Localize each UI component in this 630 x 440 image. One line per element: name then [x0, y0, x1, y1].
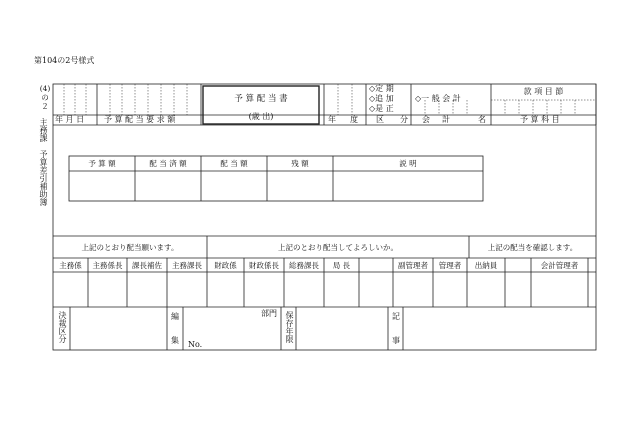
role-deputy-administrator: 副管理者: [398, 260, 428, 270]
retention-period-label: 保存年限: [285, 311, 294, 343]
account-option-general[interactable]: ◇一 般 会 計: [415, 94, 461, 103]
role-general-affairs-manager: 総務課長: [289, 260, 319, 270]
side-ledger-label: 予算差引補助簿: [39, 150, 48, 206]
allocation-amount-cell[interactable]: [201, 171, 267, 201]
decision-category-field[interactable]: [70, 307, 167, 350]
form-title: 予 算 配 当 書: [234, 94, 288, 104]
stamp-row[interactable]: [53, 272, 596, 307]
remaining-amount-header: 残 額: [291, 159, 309, 168]
role-blank-1: [359, 258, 393, 272]
role-director: 局 長: [332, 260, 351, 270]
category-label-1: 区: [376, 115, 384, 124]
type-option-additional[interactable]: ◇追 加: [369, 94, 394, 103]
role-administrator: 管理者: [438, 260, 462, 270]
account-label-3: 名: [478, 115, 486, 124]
allocation-amount-header: 配 当 額: [220, 159, 248, 168]
side-section-label: 主務課: [39, 118, 48, 142]
type-option-correction[interactable]: ◇是 正: [369, 104, 394, 113]
year-label: 年: [328, 115, 336, 124]
role-assistant-manager: 課長補佐: [132, 260, 162, 270]
category-label-2: 分: [400, 115, 408, 124]
explanation-header: 説 明: [399, 159, 417, 168]
request-text-3: 上記の配当を確認します。: [487, 242, 578, 252]
edit-no-label: No.: [188, 340, 203, 349]
item-heading: 款 項 目 節: [523, 87, 564, 96]
fiscal-label: 度: [350, 115, 358, 124]
notes-field[interactable]: [403, 307, 596, 350]
role-accounting-manager: 会計管理者: [540, 260, 579, 270]
side-number: (4)の２: [39, 84, 51, 111]
role-blank-2: [505, 258, 531, 272]
form-number: 第104の2号様式: [34, 56, 95, 65]
edit-label-2: 集: [171, 336, 179, 345]
decision-category-label: 決裁区分: [58, 311, 67, 343]
role-section-manager: 主務課長: [172, 260, 202, 270]
budget-amount-cell[interactable]: [69, 171, 135, 201]
account-label-2: 計: [442, 115, 450, 124]
edit-label-1: 編: [171, 312, 179, 321]
note-label-2: 事: [392, 336, 400, 345]
allocated-amount-cell[interactable]: [135, 171, 201, 201]
edit-field[interactable]: [183, 307, 281, 350]
remaining-amount-cell[interactable]: [267, 171, 333, 201]
explanation-cell[interactable]: [333, 171, 483, 201]
request-amount-label: 予 算 配 当 要 求 額: [104, 115, 176, 124]
date-label: 年 月 日: [55, 115, 85, 124]
role-finance-chief: 財政係長: [249, 260, 279, 270]
role-clerk: 主務係: [59, 260, 82, 270]
role-clerk-chief: 主務係長: [92, 260, 123, 270]
budget-subject-label: 予 算 科 目: [520, 115, 560, 124]
request-text-1: 上記のとおり配当願います。: [81, 242, 179, 252]
role-finance-clerk: 財政係: [214, 260, 237, 270]
role-cashier: 出納員: [474, 260, 498, 270]
request-text-2: 上記のとおり配当してよろしいか。: [278, 242, 398, 252]
note-label-1: 記: [392, 312, 400, 321]
type-option-regular[interactable]: ◇定 期: [369, 84, 394, 93]
department-label: 部門: [261, 309, 277, 318]
retention-period-field[interactable]: [296, 307, 388, 350]
form-subtitle: (歳 出): [248, 112, 274, 121]
budget-amount-header: 予 算 額: [88, 159, 116, 168]
allocated-amount-header: 配 当 済 額: [149, 159, 187, 168]
account-label-1: 会: [422, 115, 430, 124]
